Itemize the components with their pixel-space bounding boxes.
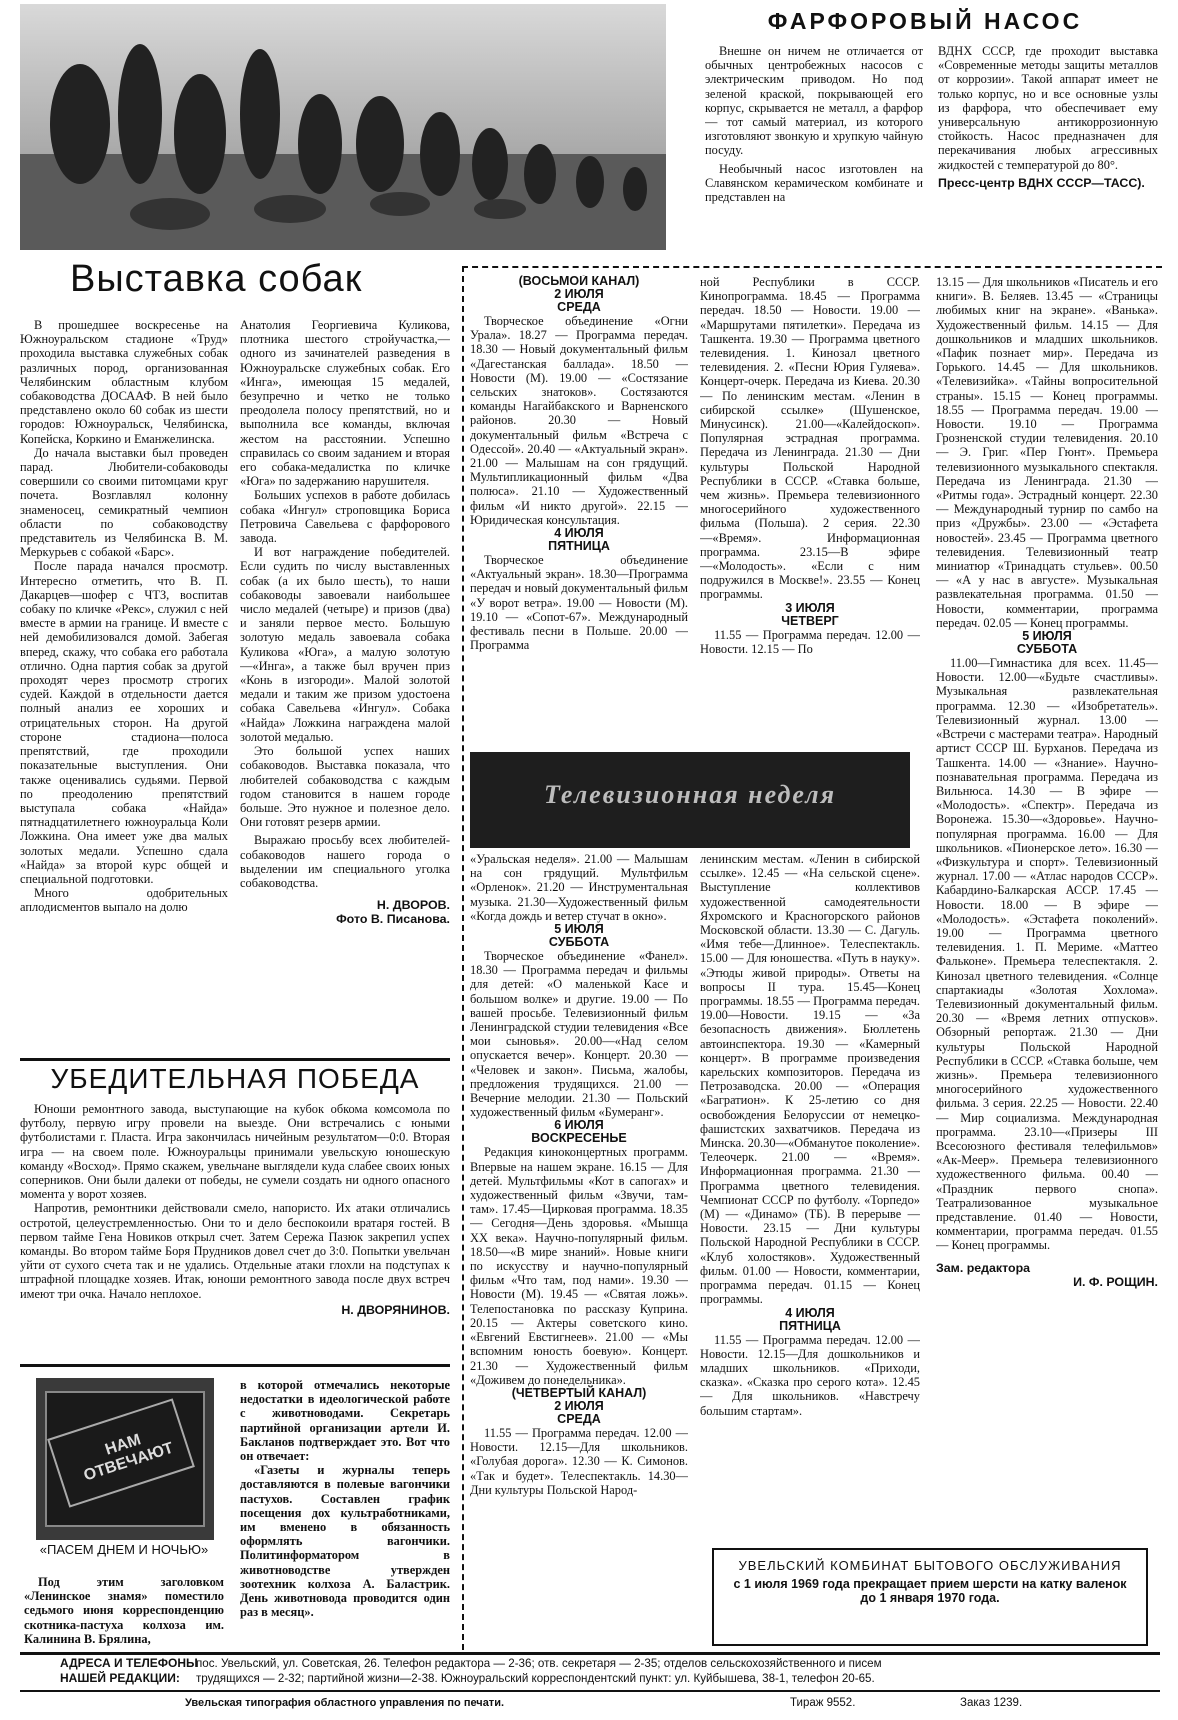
dogs-paragraph: Выражаю просьбу всех любителей-собаководов нашего города о выделении им специального уголка собаководства. (240, 833, 450, 890)
tv-day-date: 5 ИЮЛЯ (1022, 629, 1072, 644)
tv-program: «Уральская неделя». 21.00 — Малышам на сон грядущий. Мультфильм «Орленок». 21.20 — Инструментальная музыка. 21.30—Художественный фильм «Когда дождь и ветер стучат в окно». (470, 852, 688, 923)
shepherd-quote: «Газеты и журналы теперь доставляются в полевые вагончики пастухов. Составлен график посещения дох культработниками, им вменено в обязанность оформлять вагончики. Политинформатором в животноводстве утвержден зоотехник колхоза А. Баластрик. День животновода проводится один раз в месяц». (240, 1463, 450, 1620)
footer-address-label-1: АДРЕСА И ТЕЛЕФОНЫ (60, 1656, 198, 1670)
tv-channel-label: (ВОСЬМОЙ КАНАЛ) (518, 275, 640, 288)
tv-column-1-lower (470, 852, 688, 1652)
tv-program: 11.55 — Программа передач. 12.00 — Новости. 12.15 — По (700, 627, 920, 656)
tv-column-1 (470, 275, 688, 765)
shepherd-paragraph: в которой отмечались некоторые недостатки в идеологической работе с животноводами. Секретарь партийной организации артели И. Бакланов подтверждает это. Вот что он отвечает: (240, 1378, 450, 1464)
tv-program: Творческое объединение «Актуальный экран». 18.30—Программа передач и новый документальный фильм «У ворот ветра». 19.00 — Новости (М). 19.10 — «Сопот-67». Международный фестиваль песни в Польше. 20.00 — Программа (470, 553, 688, 653)
tv-day-weekday: СРЕДА (557, 300, 601, 314)
shepherd-intro (24, 1575, 224, 1655)
tv-day-date: 5 ИЮЛЯ (554, 922, 604, 937)
tv-day-weekday: СРЕДА (557, 1411, 601, 1426)
tv-program: ной Республики в СССР. Кинопрограмма. 18.45 — Программа передач. 18.50 — Новости. 19.00 — «Маршрутами пятилетки». Передача из Ташкента. 19.30 — Программа цветного телевидения. 1. Кинозал цветного телевидения. 2. «Песни Юрия Гуляева». Концерт-очерк. Передача из Киева. 20.30 — По ленинским местам. «Ленин в сибирской ссылке» (Шушенское, Минусинск). 21.00—«Калейдоскоп». Популярная эстрадная программа. Передача из Ленинграда. 21.30 — Дни культуры Польской Народной Республики в СССР. «Ставка больше, чем жизнь». Премьера телевизионного многосерийного художественного фильма (Польша). 2 серия. 22.30—«Время». Информационная программа. 23.15—В эфире—«Молодость». «Если с ним подружился в Москве!». 23.55 — Конец программы. (700, 275, 920, 602)
footer-address-label-2: НАШЕЙ РЕДАКЦИИ: (60, 1671, 180, 1685)
nam-otvechayut-logo (36, 1378, 214, 1540)
footer-order: Заказ 1239. (960, 1697, 1023, 1709)
football-title: УБЕДИТЕЛЬНАЯ ПОБЕДА (50, 1063, 420, 1094)
tv-day-weekday: СУББОТА (548, 935, 610, 950)
dogs-paragraph: В прошедшее воскресенье на Южноуральском стадионе «Труд» проходила выставка служебных собак различных пород, организованная Челябинским областным клубом собаководства ДОСААФ. В ней было представлено около 60 собак из шести городов: Южноуральск, Челябинска, Копейска, Коркино и Еманжелинска. (20, 318, 228, 446)
football-body (20, 1102, 450, 1362)
tv-program: Редакция киноконцертных программ. Впервые на нашем экране. 16.15 — Для детей. Мультфильмы «Кот в сапогах» и художественный фильм «Звучи, там-там». 17.45—Цирковая программа. 18.35 — Сегодня—День здоровья. «Мышца XX века». Научно-популярный фильм. 18.50—«В мире знаний». Новые книги по искусству и научно-популярный фильм «Что там, под нами». 19.30 — Новости (М). 19.45 — «Святая ложь». Телепостановка по рассказу Куприна. 20.15 — Актеры советского кино. «Евгений Евстигнеев». 21.00 — «Мы вспомним юность боевую». Концерт. 21.30 — Художественный фильм «Доживем до понедельника». (470, 1145, 688, 1387)
dogs-column-2 (240, 318, 450, 1048)
dogs-column-1 (20, 318, 228, 1043)
dogs-paragraph: До начала выставки был проведен парад. Любители-собаководы совершили со своими питомцами круг почета. Возглавлял колонну знаменосец, семикратный чемпион области по собаководству представитель из Челябинска В. М. Меркурьев с собакой «Барс». (20, 445, 228, 560)
pump-column-2 (938, 44, 1158, 254)
dogs-paragraph: После парада начался просмотр. Интересно отметить, что В. П. Дакарцев—шофер с ЧТЗ, воспитав собаку по кличке «Рекс», служил с ней вместе в армии на границе. И вместе с ней демобилизовался домой. Забегая вперед, скажу, что собака его работала отлично. Одна партия собак за другой проходят через просмотр строгих судей. Каждой в отдельности дается полный анализ ее хороших и отрицательных сторон. На другой стороне стадиона—полоса препятствий, где проходили показательные выступления. Они также оценивались судьями. Первой по преодолению препятствий выступала собака «Найда» пятнадцатилетнего южноуральца Коли Ложкина. Она имеет уже два малых золотых медали. Успешно сдала «Найда» за второй курс общей и специальной подготовки. (20, 559, 228, 886)
notice-box (712, 1548, 1148, 1646)
tv-week-banner-text: Телевизионная неделя (543, 780, 836, 809)
shepherd-column-2 (240, 1378, 450, 1653)
tv-program: 11.55 — Программа передач. 12.00 — Новости. 12.15—Для дошкольников и младших школьников. «Приходи, сказка». «Сказка про серого кота». 12.45 — Для школьников. «Навстречу большим стартам». (700, 1332, 920, 1418)
tv-day-weekday: ПЯТНИЦА (779, 1318, 841, 1333)
dog-show-photo (20, 4, 666, 250)
tv-day-weekday: ВОСКРЕСЕНЬЕ (531, 1131, 627, 1146)
tv-program: 11.55 — Программа передач. 12.00 — Новости. 12.15—Для школьников. «Голубая дорога». 12.30 — К. Симонов. «Так и будет». Телеспектакль. 14.30—Дни культуры Польской Народ- (470, 1425, 688, 1497)
dogs-paragraph: Это большой успех наших собаководов. Выставка показала, что любителей собаководства с каждым годом становится в нашем городе больше. Это нужное и полезное дело. Они готовят резерв армии. (240, 744, 450, 830)
dogs-paragraph: Больших успехов в работе добилась собака «Ингул» строповщика Бориса Петровича Савельева с фарфорового завода. (240, 488, 450, 546)
dog-show-photo-image (20, 4, 666, 250)
pump-column-1 (705, 44, 923, 254)
tv-week-banner (470, 752, 910, 848)
tv-day-weekday: СУББОТА (1016, 642, 1078, 657)
footer-address-line-1: пос. Увельский, ул. Советская, 26. Телефон редактора — 2-36; отв. секретаря — 2-35; отделов сельскохозяйственного и писем (196, 1657, 882, 1670)
tv-day-date: 4 ИЮЛЯ (785, 1305, 835, 1320)
tv-program: 13.15 — Для школьников «Писатель и его книги». В. Беляев. 13.45 — «Страницы любимых книг на экране». «Ванька». Художественный фильм. 14.15 — Для дошкольников и младших школьников. «Пафик познает мир». Передача из Горького. 14.45 — Для школьников. «Телевизийка». «Тайны вопросительной страны». 15.15 — Конец программы. 18.55 — Программа передач. 19.00 — Новости. 19.10 — Программа Грозненской студии телевидения. 20.10 — Э. Григ. «Пер Гюнт». Премьера телевизионного музыкального спектакля. Передача из Ленинграда. 21.30 — «Ритмы года». Эстрадный концерт. 22.30 — Международный турнир по самбо на приз «Дружбы». 23.00 — «Эстафета новостей». 23.45 — Программа цветного телевидения. Телевизионный театр миниатюр «Тринадцать стульев». 00.50 — «А у нас в августе». Музыкальная развлекательная программа. 01.50 — Новости, комментарии, программа передач. 02.05 — Конец программы. (936, 275, 1158, 630)
dogs-photo-credit: Фото В. Писанова. (336, 912, 450, 927)
footer-rule (20, 1652, 1160, 1655)
pump-paragraph-3: ВДНХ СССР, где проходит выставка «Современные методы защиты металлов от коррозии». Такой аппарат имеет не только корпус, но и все основные узлы из фарфора, что обеспечивает ему универсальную антикоррозионную стойкость. Насос предназначен для перекачивания любых агрессивных жидкостей с температурой до 80°. (938, 44, 1158, 172)
football-paragraph-2: Напротив, ремонтники действовали смело, напористо. Их атаки отличались остротой, целеустремленностью. Они то и дело беспокоили вратаря гостей. В первом тайме Гена Новиков открыл счет. Затем Сережа Пазюк закрепил успех команды. Во втором тайме Боря Прудников довел счет до 3:0. Попытки увельчан уйти от сухого счета так и не удались. Отдельные атаки глохли на подступах к штрафной площадке хозяев. Итак, юноши ремонтного завода после двух встреч имеют три очка. Начало неплохое. (20, 1201, 450, 1301)
tv-column-3 (936, 275, 1158, 1685)
dogs-paragraph: И вот награждение победителей. Если судить по числу выставленных собак (а их было шесть), то наши собаководы завоевали наибольшее число медалей (четыре) и призов (два) и заняли первое место. Большую золотую медаль завоевала собака Куликова «Юга», а малую золотую—«Инга», а также был вручен приз «Конь в изгороди». Малой золотой медали и таким же призом удостоена собака Савельева «Ингул». Собака «Найда» Ложкина награждена малой золотой медалью. (240, 545, 450, 744)
nam-otvechayut-logo-text: НАМ ОТВЕЧАЮТ (81, 1431, 176, 1485)
pump-signature: Пресс-центр ВДНХ СССР—ТАСС). (938, 175, 1145, 190)
tv-day-date: 4 ИЮЛЯ (554, 526, 604, 541)
football-paragraph-1: Юноши ремонтного завода, выступающие на кубок обкома комсомола по футболу, первую игру провели на выезде. Они встречались с юными футболистами г. Пласта. Игра закончилась ничейным результатом—0:0. Вторая игра — на своем поле. Южноуральцы принимали увельскую юношескую команду «Восход». Прямо скажем, увельчане выглядели куда слабее своих юных соперников. Они были далеки от победы, не сумели создать ни одного опасного момента у ворот хозяев. (20, 1102, 450, 1202)
tv-border-left (462, 266, 464, 1650)
tv-day-weekday: ПЯТНИЦА (548, 539, 610, 554)
pump-paragraph-2: Необычный насос изготовлен на Славянском керамическом комбинате и представлен на (705, 161, 923, 205)
tv-day-date: 2 ИЮЛЯ (554, 1398, 604, 1413)
footer-rule (20, 1690, 1160, 1692)
tv-day-date: 2 ИЮЛЯ (554, 287, 604, 301)
divider (20, 1058, 450, 1061)
divider (20, 1364, 450, 1367)
dogs-author: Н. ДВОРОВ. (376, 898, 450, 913)
deputy-editor-name: И. Ф. РОЩИН. (1073, 1274, 1158, 1289)
tv-program: 11.00—Гимнастика для всех. 11.45—Новости. 12.00—«Будьте счастливы». Музыкальная развлекательная программа. 12.30 — «Изобретатель». Телевизионный журнал. 13.00 — «Встречи с мастерами театра». Народный артист СССР Ш. Бурханов. Передача из Ташкента. 14.00 — «Знание». Научно-познавательная программа. Передача из Вильнюса. 14.30 — В эфире — «Молодость». «Спектр». Передача из Воронежа. 15.30—«Здоровье». Научно-популярная программа. 16.00 — Для школьников. «Пионерское лето». 16.30 — «Физкультура и спорт». Телевизионный журнал. 17.00 — «Атлас народов СССР». Кабардино-Балкарская АССР. 17.45 — Новости. 18.00 — В эфире — «Молодость». «Эстафета поколений». 19.00 — Программа цветного телевидения. 1. П. Мериме. «Маттео Фальконе». Премьера телеспектакля. 2. Кинозал цветного телевидения. «Солнце спартакиады «Золотая Хохлома». Телевизионный документальный фильм. 20.30 — «Время летних отпусков». Обзорный репортаж. 21.30 — Дни культуры Польской Народной Республики в СССР. «Ставка больше, чем жизнь». Премьера телевизионного многосерийного художественного фильма. 3 серия. 22.25 — Новости. 22.40 — Мир социализма. Международная программа. 23.10—«Призеры III Всесоюзного фестиваля телефильмов» «Ак-Меер». Премьера телевизионного художественного фильма. 00.40 — «Праздник первого снопа». Театрализованное музыкальное представление. 01.40 — Новости, комментарии, программа передач. 01.55 — Конец программы. (936, 656, 1158, 1253)
tv-day-weekday: ЧЕТВЕРГ (781, 613, 839, 628)
tv-channel-label: (ЧЕТВЕРТЫЙ КАНАЛ) (511, 1385, 647, 1400)
footer-printer: Увельская типография областного управления по печати. (185, 1697, 505, 1709)
tv-program: Творческое объединение «Огни Урала». 18.27 — Программа передач. 18.30 — Новый документальный фильм «Дагестанская баллада». 18.50 — Новости (М). 19.00 — «Состязание сельских знатоков». Состязаются команды Нагайбакского и Варненского районов. 20.30 — Новый документальный фильм «Встреча с Одессой». 20.40 — «Актуальный экран». 21.00 — Малышам на сон грядущий. Мультипликационный фильм «Два полюса». 21.10 — Художественный фильм «И никто другой». 22.15 — Юридическая консультация. (470, 314, 688, 527)
dogs-title: Выставка собак (70, 258, 363, 300)
tv-program: Творческое объединение «Фанел». 18.30 — Программа передач и фильмы для детей: «О маленькой Касе и большом волке» и другие. 19.00 — По вашей просьбе. Телевизионный фильм Ленинградской студии телевидения «Все мои сыновья». 20.00—«Над селом опускается вечер». Концерт. 20.30 — «Человек и закон». Письма, жалобы, предложения трудящихся. 21.00 — Вечерние мелодии. 21.30 — Польский художественный фильм «Бумеранг». (470, 949, 688, 1120)
shepherd-caption: «ПАСЕМ ДНЕМ И НОЧЬЮ» (39, 1542, 209, 1557)
tv-column-2 (700, 275, 920, 765)
tv-day-date: 3 ИЮЛЯ (785, 600, 835, 615)
tv-day-date: 6 ИЮЛЯ (554, 1118, 604, 1133)
tv-border-top (462, 266, 1162, 268)
shepherd-intro-text: Под этим заголовком «Ленинское знамя» поместило седьмого июня корреспонденцию скотника-пастуха колхоза им. Калинина В. Брялина, (24, 1575, 224, 1646)
deputy-editor-label: Зам. редактора (936, 1260, 1031, 1275)
football-author: Н. ДВОРЯНИНОВ. (341, 1302, 450, 1317)
dogs-paragraph: Много одобрительных аплодисментов выпало на долю (20, 886, 228, 915)
tv-column-2-lower (700, 852, 920, 1520)
footer-address-line-2: трудящихся — 2-32; партийной жизни—2-38. Южноуральский корреспондентский пункт: ул. Куйбышева, 38-1, телефон 20-65. (196, 1672, 875, 1685)
notice-text: с 1 июля 1969 года прекращает прием шерсти на катку валенок до 1 января 1970 года. (733, 1577, 1127, 1605)
pump-paragraph-1: Внешне он ничем не отличается от обычных центробежных насосов с электрическим приводом. Но под зеленой краской, покрывающей его корпус, скрывается не металл, а фарфор — тот самый материал, из которого изготовляют звонкую и хрупкую чайную посуду. (705, 44, 923, 158)
dogs-paragraph: Анатолия Георгиевича Куликова, плотника шестого стройучастка,—одного из зачинателей разведения в Южноуральске служебных собак. Его «Инга», имеющая 15 медалей, безупречно и четко не только преодолела полосу препятствий, но и выполнила все команды, включая жестом на расстоянии. Успешно справилась со своим заданием и вторая его собака-медалистка по кличке «Юга» по задержанию нарушителя. (240, 318, 450, 489)
notice-title: УВЕЛЬСКИЙ КОМБИНАТ БЫТОВОГО ОБСЛУЖИВАНИЯ (738, 1558, 1122, 1573)
tv-program: ленинским местам. «Ленин в сибирской ссылке». 12.45 — «На сельской сцене». Выступление коллективов художественной самодеятельности Яхромского и Красногорского районов Московской области. 13.30 — С. Дагуль. «Имя тебе—Длинное». Телеспектакль. 15.00 — Для юношества. «Путь в науку». «Этюды живой природы». Ответы на вопросы II тура. 15.45—Конец программы. 18.55 — Программа передач. 19.00—Новости. 19.15 — «За безопасность движения». Бюллетень автоинспектора. 19.30 — «Камерный концерт». В программе произведения карельских композиторов. Передача из Петрозаводска. 20.00 — «Операция «Багратион». К 25-летию со дня освобождения Белоруссии от немецко-фашистских захватчиков. Передача из Минска. 20.30—«Обманутое поколение». Телеочерк. 21.00 — «Время». Информационная программа. 21.30 — Программа цветного телевидения. Чемпионат СССР по футболу. «Торпедо» (М) — «Динамо» (ТБ). В перерыве — Новости. 23.15 — Дни культуры Польской Народной Республики в СССР. «Клуб холостяков». Художественный фильм. 01.00 — Новости, комментарии, программа передач. 01.15 — Конец программы. (700, 852, 920, 1307)
footer-circulation: Тираж 9552. (790, 1697, 856, 1709)
pump-title: ФАРФОРОВЫЙ НАСОС (767, 8, 1083, 34)
